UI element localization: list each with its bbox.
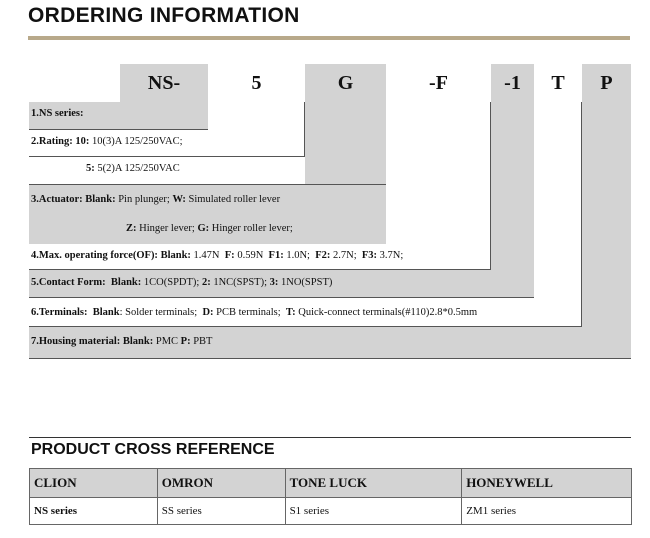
rating-10-value: 10(3)A 125/250VAC; [91,136,183,147]
item-contact [31,277,332,288]
terminals-d-key: D: [202,307,214,318]
actuator-w-value: Simulated roller lever [188,194,281,205]
force-f3-key: F3: [361,250,378,261]
housing-blank-key: Blank: [122,336,154,347]
code-ns: NS- [147,71,181,94]
code-rating: 5 [251,71,262,94]
item-housing [31,336,212,347]
force-blank-value: 1.47N [193,250,220,261]
contact-label: 5.Contact Form: [31,277,106,288]
header-clion: CLION [30,469,158,498]
cell-honeywell: ZM1 series [462,498,632,525]
terminals-label: 6.Terminals: [31,307,88,318]
housing-label: 7.Housing material: [31,336,121,347]
cell-omron: SS series [157,498,285,525]
row-divider-7 [29,358,631,359]
force-blank-key: Blank: [160,250,191,261]
connector-rating-h [29,156,305,157]
table-row [30,498,632,525]
force-f3-value: 3.7N; [379,250,404,261]
header-tone-luck: TONE LUCK [285,469,462,498]
cross-ref-rule [29,437,631,438]
cell-tone-luck: S1 series [285,498,462,525]
actuator-label: 3.Actuator: [31,194,83,205]
code-force: -F [429,71,448,94]
contact-2-key: 2: [201,277,211,288]
terminals-blank-key: Blank [92,307,120,318]
item-ns-series [31,108,84,119]
code-housing: P [600,71,613,94]
housing-blank-value: PMC [155,336,179,347]
terminals-blank-value: : Solder terminals; [119,307,198,318]
housing-p-value: PBT [193,336,213,347]
header-honeywell: HONEYWELL [462,469,632,498]
terminals-t-key: T: [285,307,296,318]
item-force [31,250,403,261]
cell-clion-text: NS series [34,505,78,517]
housing-p-key: P: [180,336,191,347]
force-f-value: 0.59N [237,250,264,261]
title-underline [28,36,630,40]
code-contact: -1 [504,71,521,94]
item-rating-5 [86,163,180,174]
code-block-p [582,64,631,358]
ordering-title: ORDERING INFORMATION [28,4,300,27]
terminals-t-value: Quick-connect terminals(#110)2.8*0.5mm [298,307,478,318]
item-actuator [31,194,280,205]
actuator-blank-key: Blank: [85,194,116,205]
connector-terminals [581,102,582,326]
force-f2-key: F2: [315,250,331,261]
rating-5-key: 5: [86,163,95,174]
actuator-w-key: W: [172,194,186,205]
row-divider-5 [29,297,534,298]
cross-ref-header-row [30,469,632,498]
contact-3-key: 3: [269,277,279,288]
contact-blank-value: 1CO(SPDT); [143,277,200,288]
actuator-g-key: G: [197,223,210,234]
actuator-z-key: Z: [126,223,137,234]
contact-blank-key: Blank: [110,277,142,288]
cell-clion [30,498,158,525]
force-f1-key: F1: [268,250,284,261]
code-actuator: G [337,71,354,94]
rating-5-value: 5(2)A 125/250VAC [97,163,180,174]
actuator-g-value: Hinger roller lever; [211,223,293,234]
item-terminals [31,307,477,318]
connector-rating [304,102,305,156]
ns-series-label: 1.NS series: [31,108,84,119]
row-divider-1 [29,129,208,130]
actuator-blank-value: Pin plunger; [118,194,170,205]
rating-10-key: 10: [75,136,90,147]
force-f2-value: 2.7N; [333,250,357,261]
item-actuator-2 [126,223,293,234]
contact-2-value: 1NC(SPST); [213,277,268,288]
code-block-g-ext [29,184,386,244]
cross-ref-title: PRODUCT CROSS REFERENCE [31,441,275,458]
item-rating [31,136,183,147]
connector-force [490,102,491,270]
force-label: 4.Max. operating force(OF): [31,250,158,261]
rating-label: 2.Rating: [31,136,73,147]
contact-3-value: 1NO(SPST) [281,277,333,288]
connector-force-h [29,269,491,270]
cross-ref-table [29,468,632,525]
code-terminals: T [551,71,565,94]
header-omron: OMRON [157,469,285,498]
force-f-key: F: [224,250,235,261]
force-f1-value: 1.0N; [286,250,310,261]
actuator-z-value: Hinger lever; [139,223,195,234]
terminals-d-value: PCB terminals; [216,307,281,318]
connector-terminals-h [29,326,582,327]
row-divider-3 [29,184,386,185]
